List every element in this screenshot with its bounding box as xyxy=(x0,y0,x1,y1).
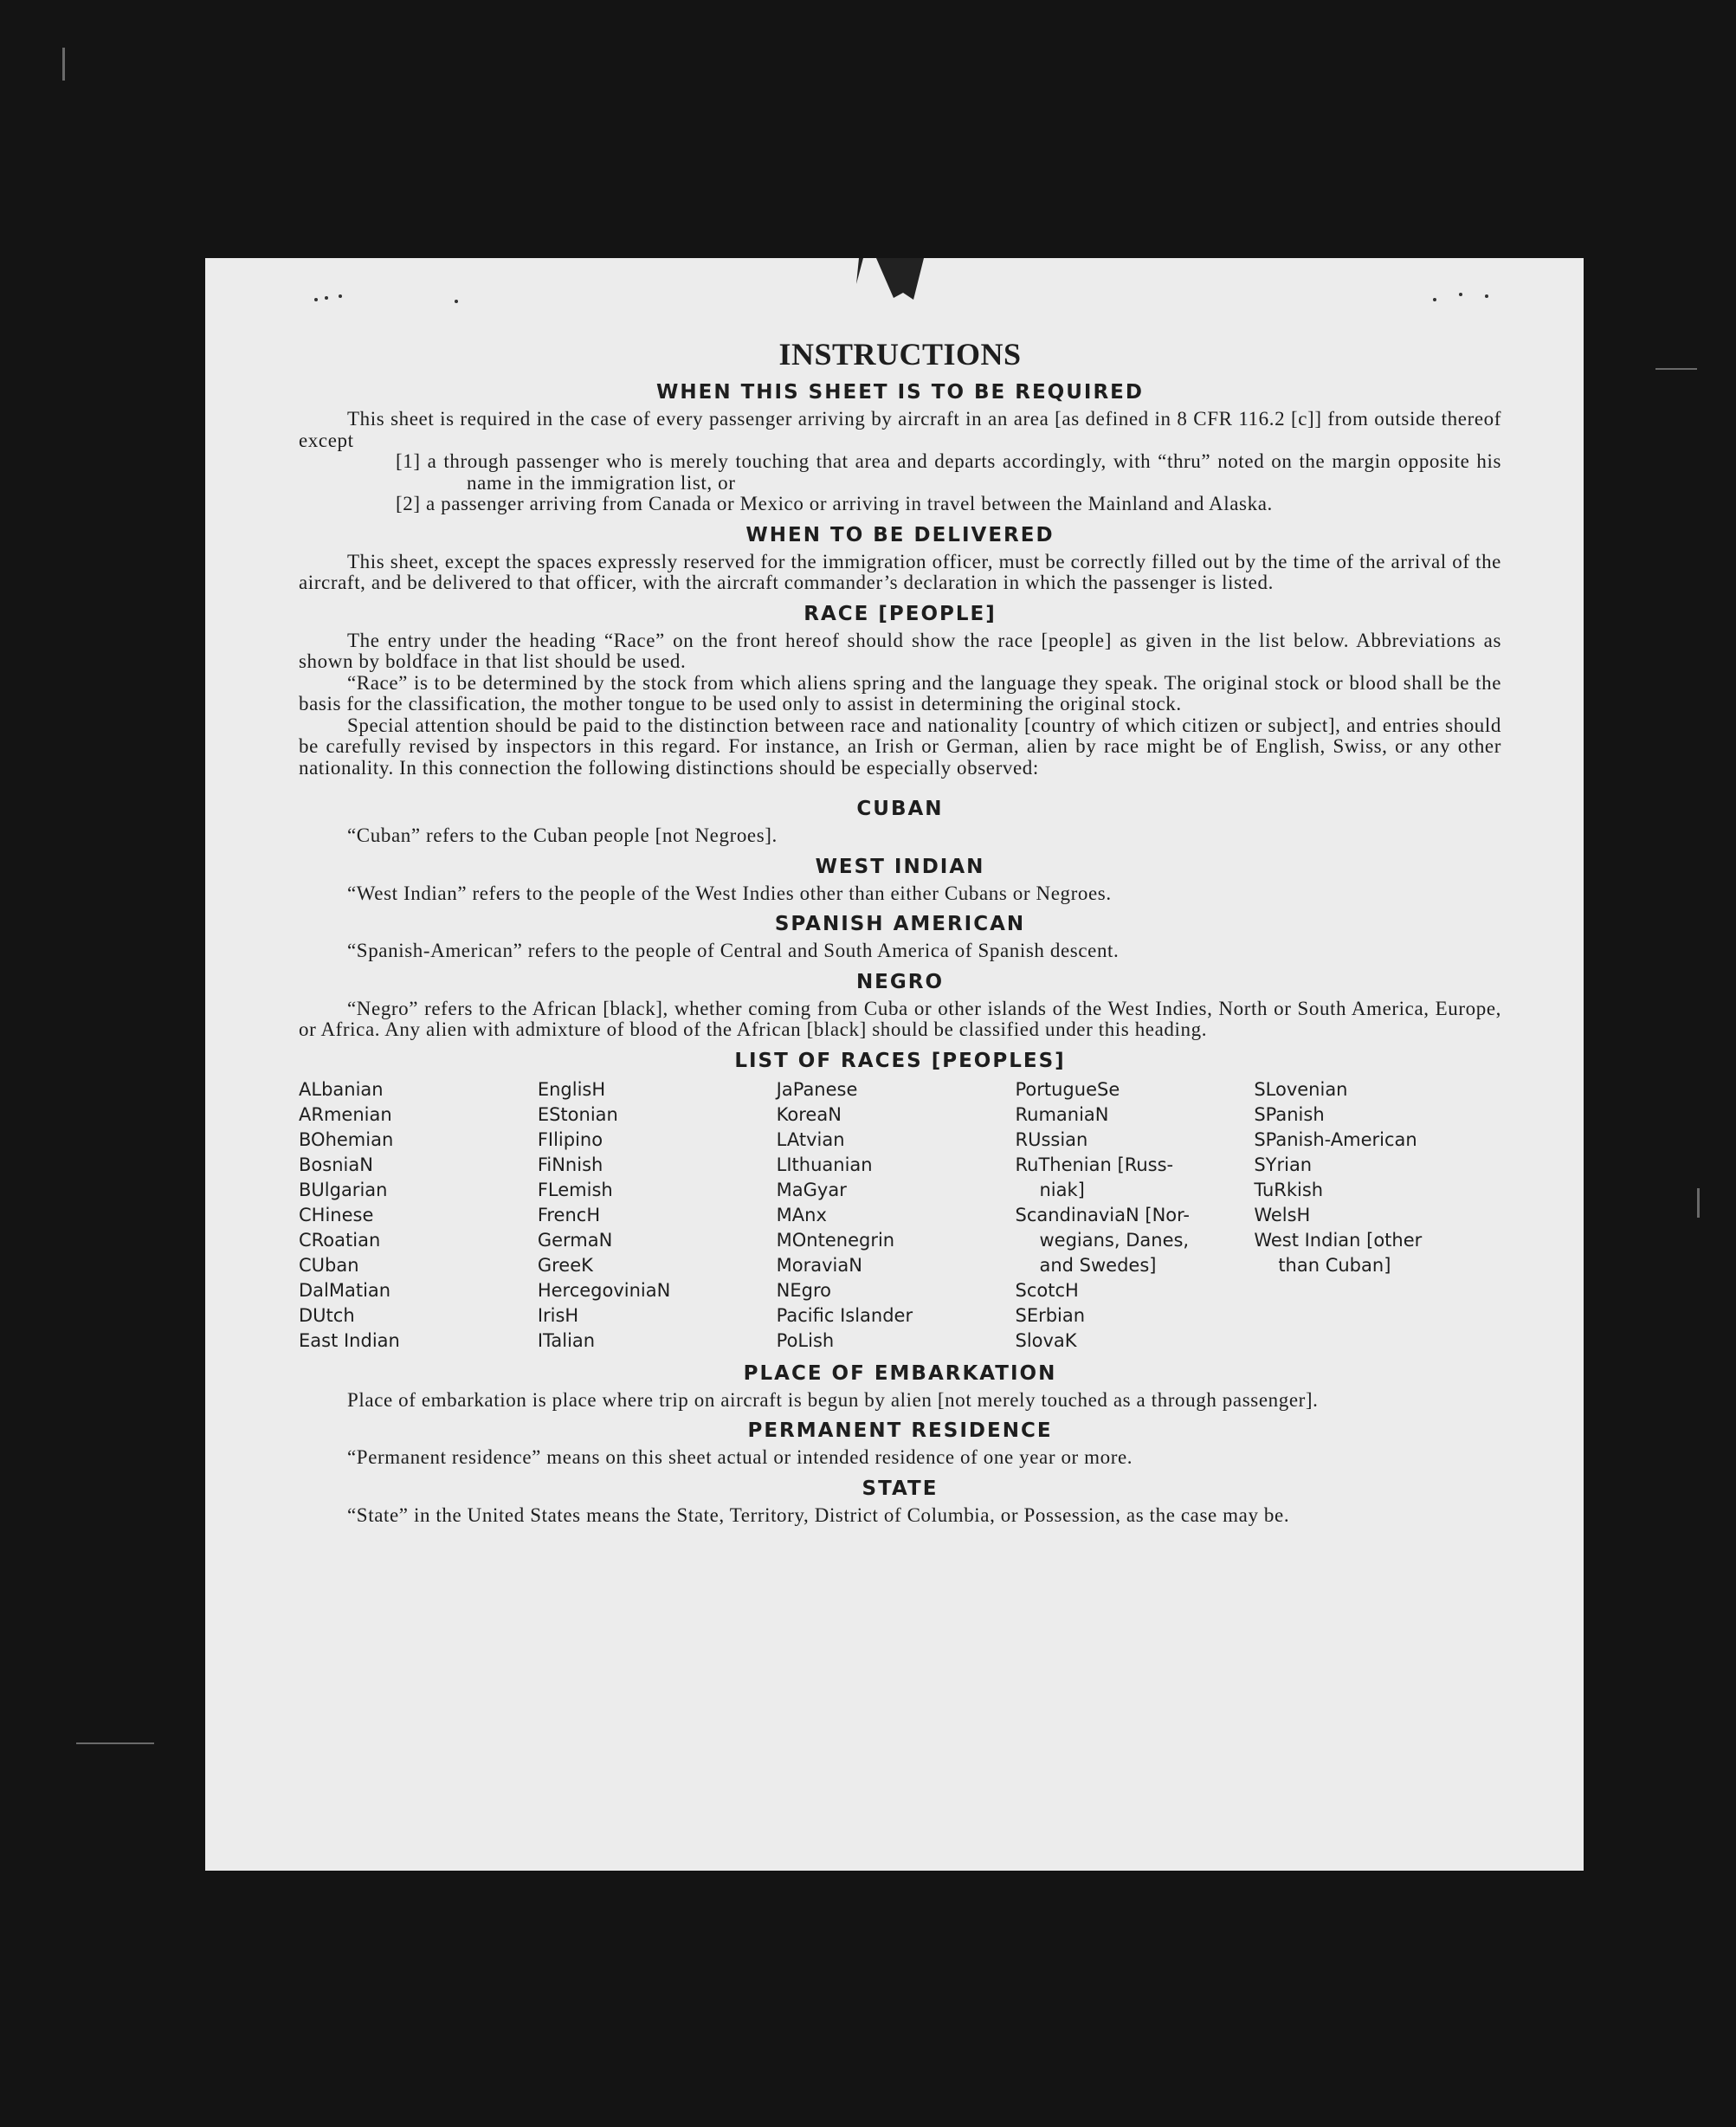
embarkation-text: Place of embarkation is place where trip on aircraft is begun by alien [not merely touched as a through passenger]. xyxy=(347,1388,1319,1411)
race-item: Pacific Islander xyxy=(776,1304,913,1326)
exception-list xyxy=(299,451,1501,515)
required-intro: This sheet is required in the case of every passenger arriving by aircraft in an area [as defined in 8 CFR 116.2 [c]] from outside thereof except xyxy=(299,408,1501,451)
delivered-text: This sheet, except the spaces expressly reserved for the immigration officer, must be correctly filled out by the time of the arrival of the aircraft, and be delivered to that officer, with the aircraft commander’s declaration in which the passenger is listed. xyxy=(299,550,1501,593)
race-item: IrisH xyxy=(537,1304,579,1326)
race-item: FIlipino xyxy=(537,1128,603,1150)
race-item: RUssian xyxy=(1015,1128,1088,1150)
section-heading-required: WHEN THIS SHEET IS TO BE REQUIRED xyxy=(656,381,1144,404)
race-item: WelsH xyxy=(1254,1204,1311,1225)
cuban-text: “Cuban” refers to the Cuban people [not Negroes]. xyxy=(347,824,778,846)
scan-mark xyxy=(1697,1188,1700,1218)
race-item: SYrian xyxy=(1254,1154,1313,1175)
page-title: INSTRUCTIONS xyxy=(778,337,1022,372)
race-item: West Indian [other xyxy=(1254,1229,1423,1251)
race-item: East Indian xyxy=(299,1329,400,1351)
race-item: SPanish xyxy=(1254,1103,1325,1125)
race-item: ITalian xyxy=(537,1329,596,1351)
race-item: FiNnish xyxy=(537,1154,603,1175)
race-item: SPanish-American xyxy=(1254,1128,1417,1150)
race-item: HercegoviniaN xyxy=(537,1279,671,1301)
race-item: KoreaN xyxy=(776,1103,842,1125)
race-item: CUban xyxy=(299,1254,359,1276)
spanish-american-text: “Spanish-American” refers to the people of Central and South America of Spanish descent. xyxy=(347,940,1120,961)
section-heading-negro: NEGRO xyxy=(855,970,945,993)
race-paragraph: “Race” is to be determined by the stock from which aliens spring and the language they speak. The original stock or blood shall be the basis for the classification, the mother tongue to be used only to assist in determining the original stock. xyxy=(299,671,1501,714)
residence-text: “Permanent residence” means on this sheet actual or intended residence of one year or more. xyxy=(347,1446,1133,1468)
race-item-continuation: wegians, Danes, xyxy=(1039,1229,1190,1251)
section-heading-embarkation: PLACE OF EMBARKATION xyxy=(743,1361,1057,1385)
punch-marks xyxy=(205,258,1584,327)
race-item: SLovenian xyxy=(1254,1078,1348,1100)
negro-text: “Negro” refers to the African [black], whether coming from Cuba or other islands of the West Indies, North or South America, Europe, or Africa. Any alien with admixture of blood of the African [black] should be classified under this heading. xyxy=(299,997,1501,1040)
race-item: JaPanese xyxy=(776,1078,858,1100)
race-item-continuation: niak] xyxy=(1039,1179,1085,1200)
race-item: CRoatian xyxy=(299,1229,381,1251)
race-item: MAnx xyxy=(776,1204,827,1225)
races-column xyxy=(538,1077,777,1354)
race-item: PortugueSe xyxy=(1015,1078,1120,1100)
race-item: RumaniaN xyxy=(1015,1103,1109,1125)
scan-mark xyxy=(76,1742,154,1744)
race-item: ScandinaviaN [Nor- xyxy=(1015,1204,1191,1225)
scan-mark xyxy=(1655,368,1697,370)
section-heading-race: RACE [PEOPLE] xyxy=(803,602,997,625)
exception-item: [2] a passenger arriving from Canada or Mexico or arriving in travel between the Mainland and Alaska. xyxy=(396,493,1273,514)
scan-mark xyxy=(62,48,65,81)
race-paragraph: Special attention should be paid to the distinction between race and nationality [country of which citizen or subject], and entries should be carefully revised by inspectors in this regard. For instance, an Irish or German, alien by race might be of English, Swiss, or any other nationality. In this connection the following distinctions should be especially observed: xyxy=(299,714,1501,779)
instruction-sheet xyxy=(205,258,1584,1871)
race-item-continuation: and Swedes] xyxy=(1039,1254,1157,1276)
race-item: RuThenian [Russ- xyxy=(1015,1154,1174,1175)
race-paragraph: The entry under the heading “Race” on the front hereof should show the race [people] as given in the list below. Abbreviations as shown by boldface in that list should be used. xyxy=(299,629,1501,672)
race-item: FLemish xyxy=(537,1179,613,1200)
section-heading-delivered: WHEN TO BE DELIVERED xyxy=(745,523,1055,546)
race-item: ScotcH xyxy=(1015,1279,1079,1301)
race-item: GermaN xyxy=(537,1229,613,1251)
race-item: BUlgarian xyxy=(299,1179,388,1200)
races-column xyxy=(1015,1077,1254,1354)
races-column xyxy=(1254,1077,1501,1354)
race-item: MOntenegrin xyxy=(776,1229,895,1251)
section-heading-west-indian: WEST INDIAN xyxy=(815,855,985,878)
race-item: BosniaN xyxy=(299,1154,373,1175)
race-item: SErbian xyxy=(1015,1304,1086,1326)
race-item: DalMatian xyxy=(299,1279,391,1301)
race-item: PoLish xyxy=(776,1329,835,1351)
exception-item: [1] a through passenger who is merely touching that area and departs accordingly, with “thru” noted on the margin opposite his name in the immigration list, or xyxy=(396,450,1501,494)
race-item: GreeK xyxy=(537,1254,593,1276)
race-item: EStonian xyxy=(537,1103,618,1125)
race-item: MoraviaN xyxy=(776,1254,862,1276)
race-item: LAtvian xyxy=(776,1128,845,1150)
race-item-continuation: than Cuban] xyxy=(1278,1254,1391,1276)
section-heading-state: STATE xyxy=(862,1477,939,1500)
west-indian-text: “West Indian” refers to the people of the West Indies other than either Cubans or Negroes. xyxy=(347,882,1112,904)
races-column xyxy=(299,1077,538,1354)
races-list xyxy=(299,1077,1501,1354)
section-heading-cuban: CUBAN xyxy=(856,798,944,820)
race-item: TuRkish xyxy=(1254,1179,1324,1200)
race-item: MaGyar xyxy=(776,1179,847,1200)
section-heading-residence: PERMANENT RESIDENCE xyxy=(747,1419,1053,1442)
race-item: SlovaK xyxy=(1015,1329,1077,1351)
race-item: NEgro xyxy=(776,1279,831,1301)
races-column xyxy=(777,1077,1016,1354)
race-item: LIthuanian xyxy=(776,1154,873,1175)
race-item: DUtch xyxy=(299,1304,355,1326)
race-item: CHinese xyxy=(299,1204,374,1225)
race-item: BOhemian xyxy=(299,1128,394,1150)
race-item: ALbanian xyxy=(299,1078,384,1100)
race-item: FrencH xyxy=(537,1204,601,1225)
state-text: “State” in the United States means the State, Territory, District of Columbia, or Possession, as the case may be. xyxy=(347,1503,1290,1526)
section-heading-list-of-races: LIST OF RACES [PEOPLES] xyxy=(734,1049,1066,1072)
race-item: ARmenian xyxy=(299,1103,392,1125)
section-heading-spanish-american: SPANISH AMERICAN xyxy=(774,913,1026,935)
race-item: EnglisH xyxy=(537,1078,606,1100)
